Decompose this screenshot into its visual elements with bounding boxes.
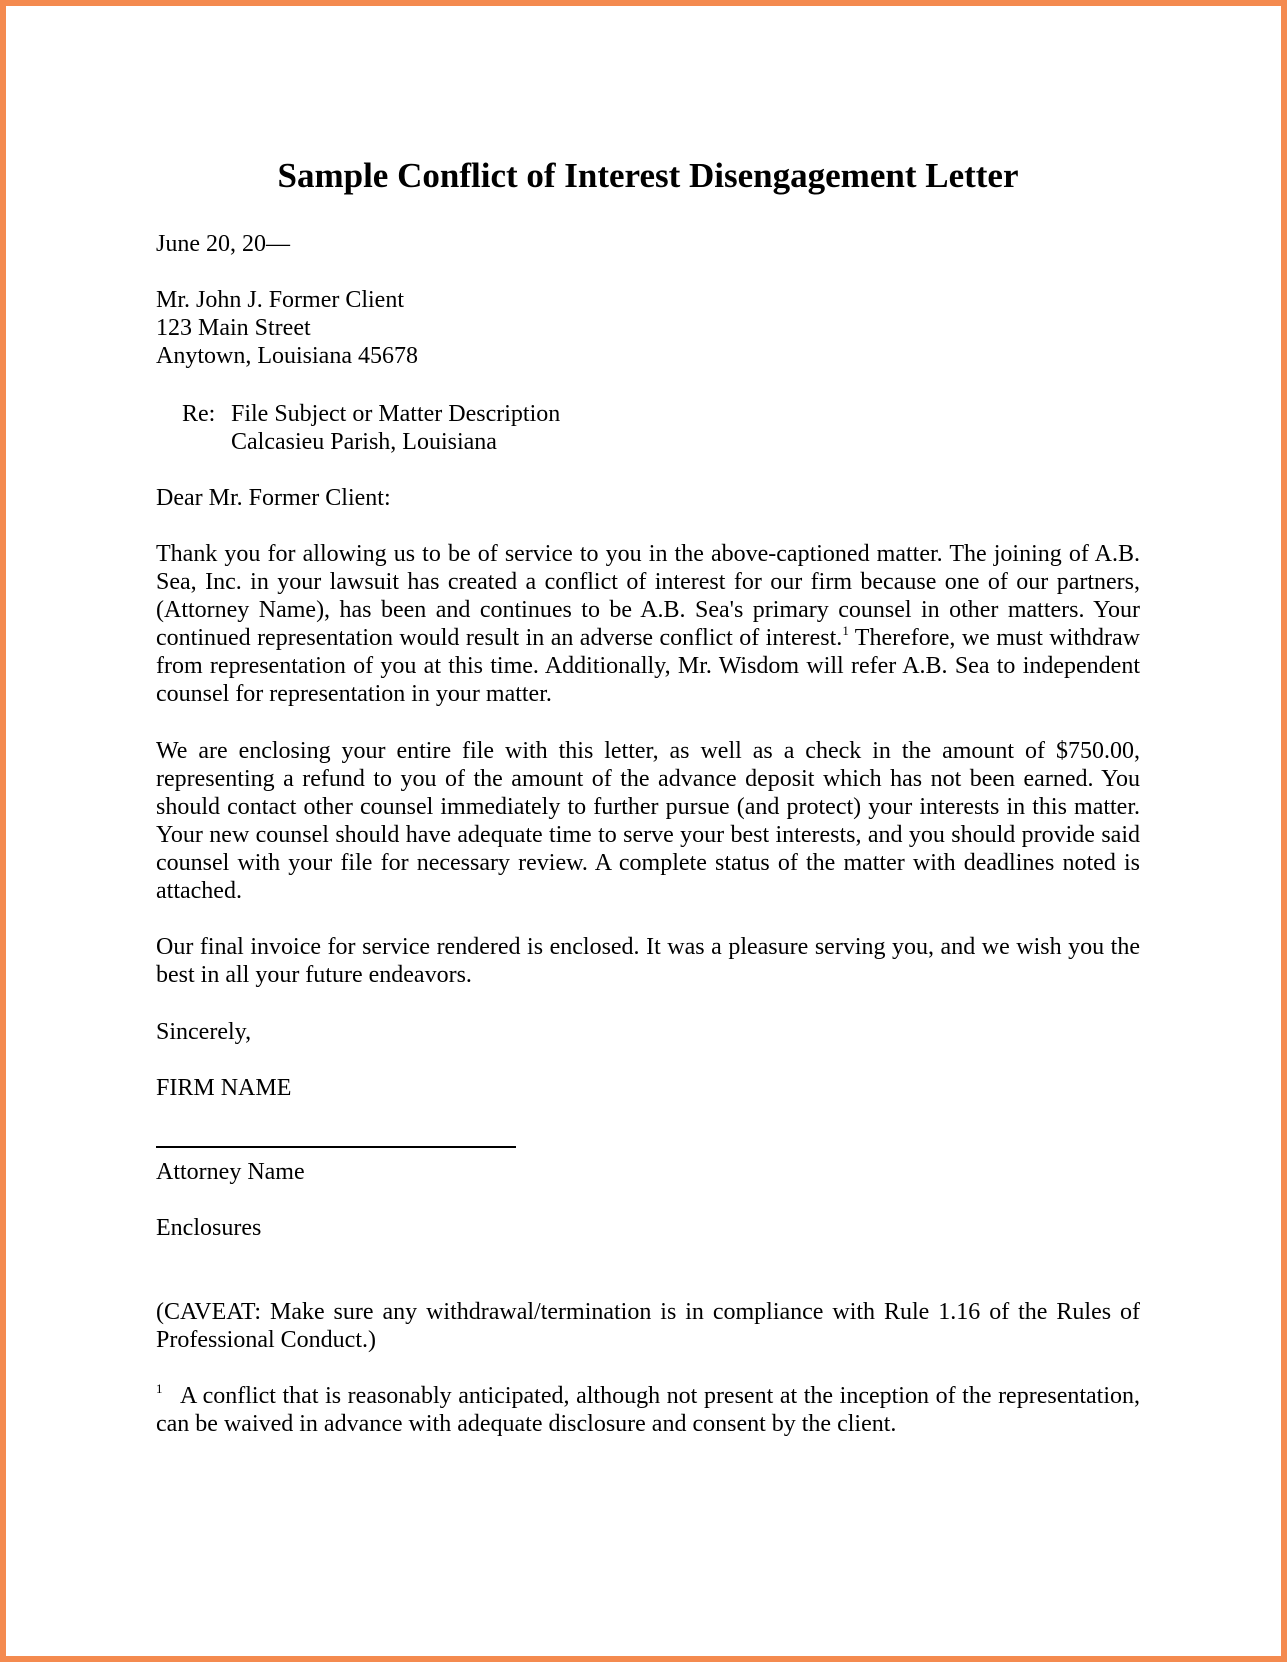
paragraph-conflict-text: Thank you for allowing us to be of service to you in the above-captioned matter. The joining of A.B. Sea, Inc. in your lawsuit has created a conflict of interest for our firm because one of our partners, (Attorney Name), has been and continues to be A.B. Sea's primary counsel in other matters. Your continued representation would result in an adverse conflict of interest.: [156, 541, 1140, 651]
re-details: [231, 400, 560, 456]
firm-name: FIRM NAME: [156, 1075, 292, 1101]
footnote-text: A conflict that is reasonably anticipated, although not present at the inception of the representation, can be waived in advance with adequate disclosure and consent by the client.: [156, 1383, 1140, 1437]
recipient-street: 123 Main Street: [156, 315, 311, 341]
signature-line: [156, 1146, 516, 1148]
recipient-name: Mr. John J. Former Client: [156, 287, 405, 313]
paragraph-conflict: [156, 540, 1140, 708]
attorney-name: Attorney Name: [156, 1159, 305, 1185]
recipient-address: [156, 286, 418, 370]
paragraph-final-invoice: Our final invoice for service rendered is enclosed. It was a pleasure serving you, and we wish you the best in all your future endeavors.: [156, 934, 1140, 988]
closing: Sincerely,: [156, 1019, 252, 1045]
re-parish: Calcasieu Parish, Louisiana: [231, 429, 497, 455]
letter-date: June 20, 20—: [156, 231, 290, 257]
recipient-city: Anytown, Louisiana 45678: [156, 343, 418, 369]
re-label: Re:: [182, 401, 216, 427]
footnote: $^1$ A conflict that is reasonably anticipated, although not present at the inception of the representation, can be waived in advance with adequate disclosure and consent by the client.: [156, 1381, 1140, 1437]
caveat-note: (CAVEAT: Make sure any withdrawal/termination is in compliance with Rule 1.16 of the Rules of Professional Conduct.): [156, 1299, 1140, 1353]
enclosures-note: Enclosures: [156, 1215, 262, 1241]
salutation: Dear Mr. Former Client:: [156, 485, 391, 511]
document-title: Sample Conflict of Interest Disengagement Letter: [277, 156, 1019, 195]
paragraph-conflict-text-continued: Therefore, we must withdraw from representation of you at this time. Additionally, Mr. Wisdom will refer A.B. Sea to independent counsel for representation in your matter.: [156, 625, 1140, 707]
paragraph-file-refund: We are enclosing your entire file with this letter, as well as a check in the amount of $750.00, representing a refund to you of the amount of the advance deposit which has not been earned. You should contact other counsel immediately to further pursue (and protect) your interests in this matter. Your new counsel should have adequate time to serve your best interests, and you should provide said counsel with your file for necessary review. A complete status of the matter with deadlines noted is attached.: [156, 738, 1140, 904]
re-subject: File Subject or Matter Description: [231, 401, 561, 427]
re-line: [182, 400, 560, 456]
footnote-reference: 1: [842, 623, 849, 638]
